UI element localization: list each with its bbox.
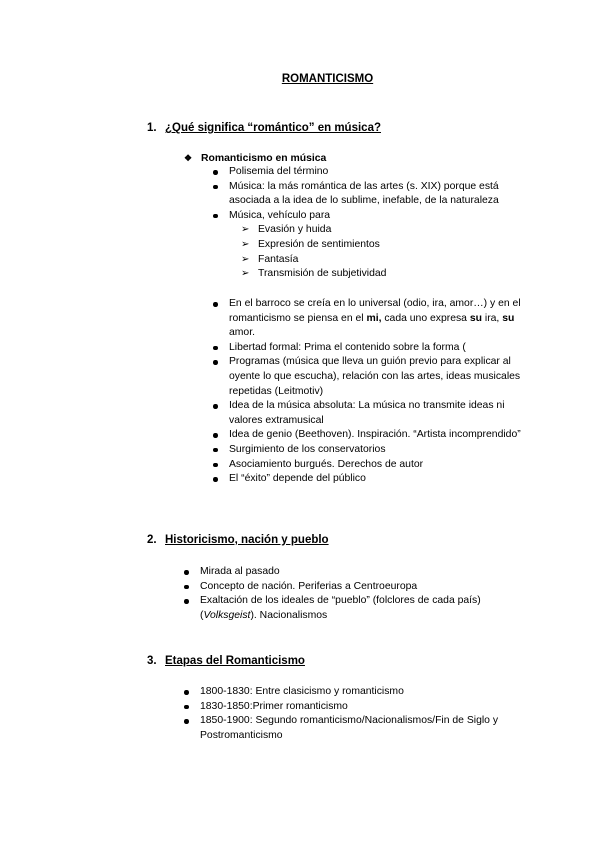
section-2-heading <box>147 533 329 548</box>
section-3-heading <box>147 654 305 669</box>
list-item: Idea de genio (Beethoven). Inspiración. “Artista incomprendido” <box>212 428 530 443</box>
sub-list-item: ➢ Transmisión de subjetividad <box>241 267 530 282</box>
list-item: Música: la más romántica de las artes (s. XIX) porque está asociada a la idea de lo sublime, inefable, de la naturaleza <box>212 180 530 209</box>
list-item: Asociamiento burgués. Derechos de autor <box>212 458 530 473</box>
sub-list-item: ➢ Expresión de sentimientos <box>241 238 530 253</box>
text-run: ). Nacionalismos <box>250 609 328 621</box>
text-run: ira, <box>482 312 503 324</box>
list-item: 1800-1830: Entre clasicismo y romanticismo <box>183 685 528 700</box>
list-item: Programas (música que lleva un guión previo para explicar al oyente lo que escucha), relación con las artes, ideas musicales repetidas (Leitmotiv) <box>212 355 530 399</box>
list-item: El “éxito” depende del público <box>212 472 530 487</box>
bold-run: su <box>469 312 482 324</box>
list-item: Surgimiento de los conservatorios <box>212 443 530 458</box>
diamond-bullet-icon: ❖ <box>184 153 193 163</box>
section-1-list-continued <box>212 297 530 487</box>
list-item: Idea de la música absoluta: La música no transmite ideas ni valores extramusical <box>212 399 530 428</box>
section-title: Historicismo, nación y pueblo <box>165 534 329 546</box>
list-item-text: Música, vehículo para <box>229 209 331 221</box>
list-item: Concepto de nación. Periferias a Centroeuropa <box>183 580 528 595</box>
text-run: amor. <box>229 327 255 339</box>
bold-run: su <box>502 312 515 324</box>
list-item <box>212 297 530 341</box>
section-2-list <box>183 565 528 623</box>
list-item: Mirada al pasado <box>183 565 528 580</box>
text-run: Exaltación de los ideales de “pueblo” (folclores de cada país) ( <box>200 595 481 621</box>
list-item: 1850-1900: Segundo romanticismo/Nacionalismos/Fin de Siglo y Postromanticismo <box>183 714 528 743</box>
section-1-list <box>212 165 530 282</box>
section-number: 2. <box>147 534 157 546</box>
list-item: Libertad formal: Prima el contenido sobre la forma ( <box>212 341 530 356</box>
list-item <box>183 594 528 623</box>
section-number: 3. <box>147 655 157 667</box>
bold-run: mi, <box>366 312 382 324</box>
text-run: En el barroco se creía en lo universal (odio, ira, amor…) y en el romanticismo se piensa en el <box>229 298 521 324</box>
italic-run: Volksgeist <box>203 609 251 621</box>
document-title: ROMANTICISMO <box>281 73 374 85</box>
section-title: Etapas del Romanticismo <box>165 655 305 667</box>
section-number: 1. <box>147 122 157 134</box>
list-item: Polisemia del término <box>212 165 530 180</box>
section-title: ¿Qué significa “romántico” en música? <box>165 122 381 134</box>
section-1-heading <box>147 121 381 136</box>
sub-list-item: ➢ Fantasía <box>241 253 530 268</box>
list-item <box>212 209 530 282</box>
text-run: cada uno expresa <box>381 312 470 324</box>
sub-list <box>229 223 530 281</box>
section-3-list <box>183 685 528 743</box>
list-item: 1830-1850:Primer romanticismo <box>183 700 528 715</box>
sub-list-item: ➢ Evasión y huida <box>241 223 530 238</box>
subheading-label: Romanticismo en música <box>201 153 327 164</box>
